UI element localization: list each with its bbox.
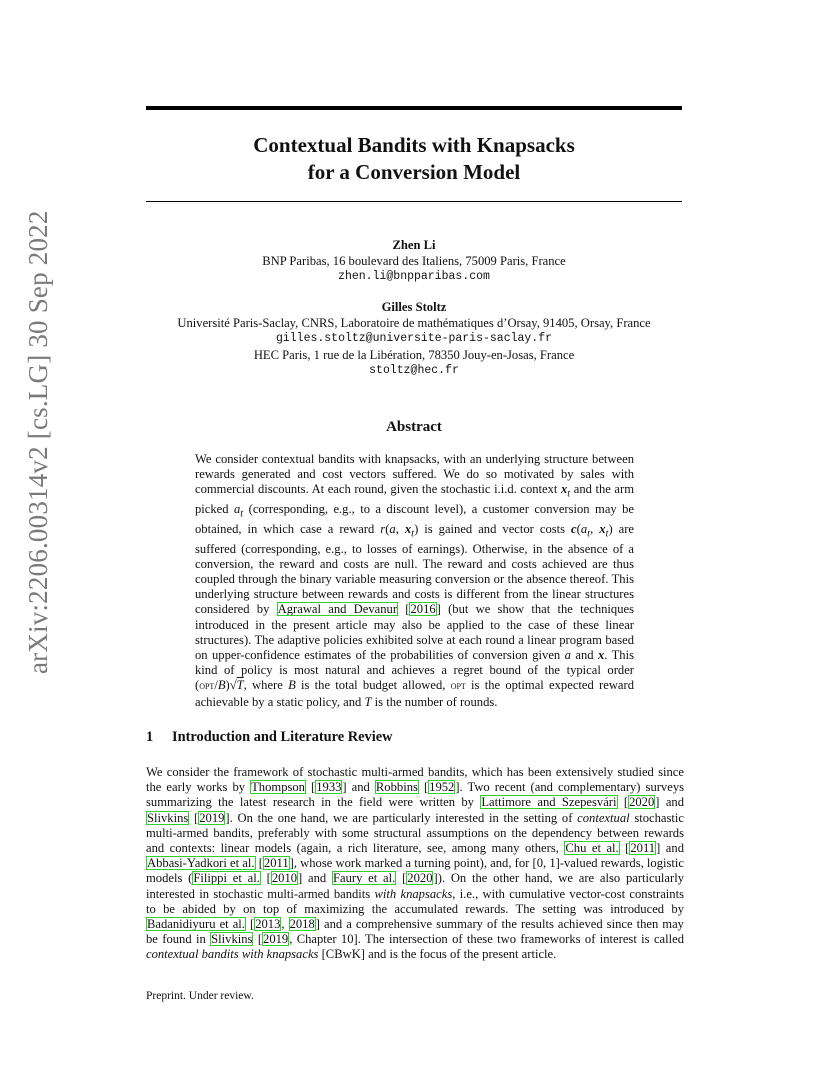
introduction-paragraph: We consider the framework of stochastic multi-armed bandits, which has been extensively studied since the early works by Thompson [1933] and Robbins [1952]. Two recent (and complementary) surveys summarizing the latest research in the field were written by Lattimore and Szepesvári [2020] and Slivkins [2019]. On the one hand, we are particularly interested in the setting of contextual stochastic multi-armed bandits, preferably with some structural assumptions on the dependency between rewards and contexts: linear models (again, a rich literature, see, among many others, Chu et al. [2011] and Abbasi-Yadkori et al. [2011], whose work marked a turning point), and, for [0, 1]-valued rewards, logistic models (Filippi et al. [2010] and Faury et al. [2020]). On the other hand, we are also particularly interested in stochastic multi-armed bandits with knapsacks, i.e., with cumulative vector-cost constraints to be abided by on top of maximizing the accumulated rewards. The setting was introduced by Badanidiyuru et al. [2013, 2018] and a comprehensive summary of the results achieved since then may be found in Slivkins [2019, Chapter 10]. The intersection of these two frameworks of interest is called contextual bandits with knapsacks [CBwK] and is the focus of the present article.	[146, 765, 685, 962]
author-name: Zhen Li	[392, 238, 436, 252]
citation-link[interactable]: Robbins	[375, 780, 418, 795]
section-number: 1	[146, 729, 154, 745]
citation-link[interactable]: Slivkins	[147, 810, 189, 825]
arxiv-identifier: arXiv:2206.00314v2 [cs.LG] 30 Sep 2022	[23, 210, 53, 674]
abstract-heading: Abstract	[386, 419, 442, 435]
citation-year-link[interactable]: 2018	[289, 917, 315, 932]
section-heading	[146, 729, 682, 746]
section-title: Introduction and Literature Review	[172, 729, 393, 745]
citation-link[interactable]: Abbasi-Yadkori et al.	[147, 856, 255, 871]
author-email[interactable]: gilles.stoltz@universite-paris-saclay.fr	[275, 332, 553, 345]
citation-year-link[interactable]: 2011	[263, 856, 289, 871]
author-affiliation: BNP Paribas, 16 boulevard des Italiens, 75009 Paris, France	[262, 254, 566, 268]
citation-year-link[interactable]: 2020	[629, 795, 655, 810]
title-top-rule	[146, 106, 682, 110]
author-name: Gilles Stoltz	[381, 300, 447, 314]
citation-year-link[interactable]: 2011	[630, 841, 656, 856]
citation-year-link[interactable]: 2019	[199, 810, 225, 825]
citation-link[interactable]: Thompson	[251, 780, 305, 795]
citation-link[interactable]: Chu et al.	[565, 841, 619, 856]
title-line-1: Contextual Bandits with Knapsacks	[253, 133, 575, 157]
citation-year-link[interactable]: 2010	[271, 871, 298, 886]
citation-link[interactable]: Lattimore and Szepesvári	[481, 795, 617, 810]
citation-link[interactable]: Agrawal and Devanur	[277, 602, 398, 617]
citation-link[interactable]: Faury et al.	[333, 871, 396, 886]
author-block	[146, 237, 682, 379]
citation-year-link[interactable]: 1933	[316, 780, 342, 795]
author-email[interactable]: zhen.li@bnpparibas.com	[338, 270, 490, 283]
introduction-body	[146, 765, 684, 963]
citation-year-link[interactable]: 2016	[410, 602, 436, 617]
citation-year-link[interactable]: 1952	[429, 780, 455, 795]
paper-title	[146, 132, 682, 186]
preprint-footer: Preprint. Under review.	[146, 990, 254, 1002]
citation-link[interactable]: Slivkins	[211, 932, 253, 947]
citation-link[interactable]: Badanidiyuru et al.	[147, 917, 245, 932]
title-line-2: for a Conversion Model	[307, 160, 521, 184]
title-bottom-rule	[146, 201, 682, 202]
citation-year-link[interactable]: 2020	[407, 871, 433, 886]
citation-year-link[interactable]: 2013	[255, 917, 281, 932]
author-email[interactable]: stoltz@hec.fr	[369, 364, 459, 377]
citation-link[interactable]: Filippi et al.	[193, 871, 260, 886]
abstract-body	[195, 452, 634, 710]
citation-year-link[interactable]: 2019	[263, 932, 289, 947]
abstract-paragraph: We consider contextual bandits with knapsacks, with an underlying structure between rewards generated and cost vectors suffered. We do so motivated by sales with commercial discounts. At each round, given the stochastic i.i.d. context $x_t$ and the arm picked $a_t$ (corresponding, e.g., to a discount level), a customer conversion may be obtained, in which case a reward r(a, $x_t$) is gained and vector costs $c(a_t$, $x_t$) are suffered (corresponding, e.g., to losses of earnings). Otherwise, in the absence of a conversion, the reward and costs are null. The reward and costs achieved are thus coupled through the binary variable measuring conversion or the absence thereof. This underlying structure between rewards and costs is different from the linear structures considered by Agrawal and Devanur [2016] (but we show that the techniques introduced in the present article may also be applied to the case of these linear structures). The adaptive policies exhibited solve at each round a linear program based on upper-confidence estimates of the probabilities of conversion given a and x. This kind of policy is most natural and achieves a regret bound of the typical order (opt/B)√T, where B is the total budget allowed, opt is the optimal expected reward achievable by a static policy, and T is the number of rounds.	[195, 452, 635, 709]
author-affiliation: HEC Paris, 1 rue de la Libération, 78350 Jouy-en-Josas, France	[253, 348, 575, 362]
author-affiliation: Université Paris-Saclay, CNRS, Laboratoire de mathématiques d’Orsay, 91405, Orsay, France	[177, 316, 651, 330]
